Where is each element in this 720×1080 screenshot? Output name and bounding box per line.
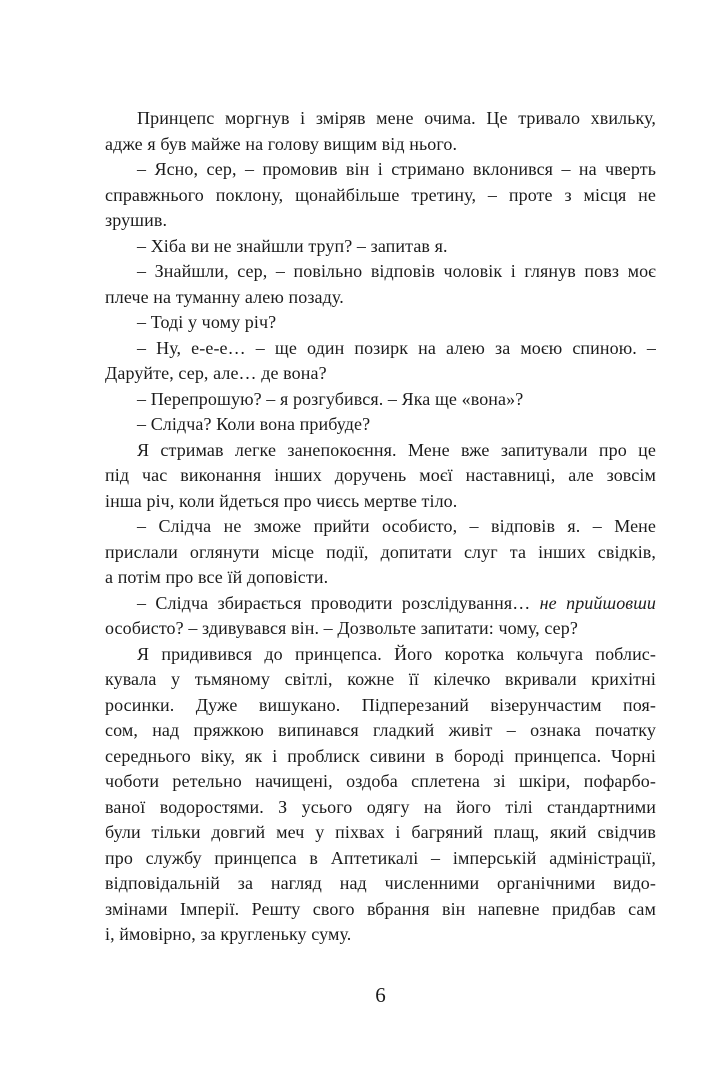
text-segment: Даруйте, сер, але… де вона? — [105, 363, 327, 383]
text-segment: про службу принцепса в Аптетикалі – імперській адміністрації, — [105, 847, 656, 868]
text-segment: кувала у тьмяному світлі, кожне її кілечко вкривали крихітні — [105, 669, 656, 689]
text-line — [105, 922, 656, 948]
text-line — [105, 285, 656, 311]
text-segment: під час виконання інших доручень моєї наставниці, але зовсім — [105, 465, 656, 485]
text-line — [105, 412, 656, 438]
text-segment: були тільки довгий меч у піхвах і багряний плащ, який свідчив — [105, 822, 656, 842]
text-segment: особисто? – здивувався він. – Дозвольте запитати: чому, сер? — [105, 618, 578, 638]
text-line — [105, 438, 656, 464]
text-line — [105, 106, 656, 132]
text-segment: – Слідча не зможе прийти особисто, – відповів я. – Мене — [137, 516, 656, 536]
text-line — [105, 591, 656, 617]
text-segment: справжнього поклону, щонайбільше третину, – проте з місця не — [105, 184, 656, 205]
text-line — [105, 795, 656, 821]
text-line — [105, 667, 656, 693]
text-segment: ваної водоростями. З усього одягу на його тілі стандартними — [105, 796, 656, 817]
text-segment: і, ймовірно, за кругленьку суму. — [105, 924, 352, 944]
text-line — [105, 259, 656, 285]
text-segment: – Слідча? Коли вона прибуде? — [137, 414, 371, 434]
text-line — [105, 208, 656, 234]
text-line — [105, 157, 656, 183]
text-line — [105, 132, 656, 158]
text-line — [105, 361, 656, 387]
text-segment: – Перепрошую? – я розгубився. – Яка ще «вона»? — [137, 388, 524, 409]
text-segment: – Тоді у чому річ? — [137, 312, 277, 332]
text-line — [105, 387, 656, 413]
text-segment: чоботи ретельно начищені, оздоба сплетена зі шкіри, пофарбо- — [105, 771, 656, 791]
text-segment: адже я був майже на голову вищим від нього. — [105, 133, 458, 154]
text-line — [105, 463, 656, 489]
text-line — [105, 565, 656, 591]
text-line — [105, 540, 656, 566]
text-segment: – Хіба ви не знайшли труп? – запитав я. — [137, 235, 448, 256]
text-segment: Принцепс моргнув і зміряв мене очима. Це тривало хвильку, — [137, 108, 656, 128]
text-line — [105, 871, 656, 897]
text-line — [105, 234, 656, 260]
text-line — [105, 744, 656, 770]
text-segment: – Знайшли, сер, – повільно відповів чоловік і глянув повз моє — [137, 261, 656, 281]
text-line — [105, 897, 656, 923]
text-segment: Я стримав легке занепокоєння. Мене вже запитували про це — [137, 439, 656, 460]
text-segment: сом, над пряжкою випинався гладкий живіт – ознака початку — [105, 720, 656, 740]
text-segment: інша річ, коли йдеться про чиєсь мертве тіло. — [105, 490, 458, 511]
text-segment: плече на туманну алею позаду. — [105, 286, 344, 307]
text-line — [105, 769, 656, 795]
text-segment: – Ясно, сер, – промовив він і стримано вклонився – на чверть — [137, 159, 656, 179]
text-line — [105, 514, 656, 540]
text-segment: Я придивився до принцепса. Його коротка кольчуга поблис- — [137, 643, 656, 664]
page-text — [105, 106, 656, 948]
text-segment: змінами Імперії. Решту свого вбрання він напевне придбав сам — [105, 898, 656, 919]
text-segment: середнього віку, як і проблиск сивини в бороді принцепса. Чорні — [105, 745, 656, 766]
text-line — [105, 616, 656, 642]
page-number: 6 — [375, 983, 386, 1007]
text-segment: зрушив. — [105, 210, 168, 230]
text-line — [105, 336, 656, 362]
text-line — [105, 310, 656, 336]
text-line — [105, 718, 656, 744]
text-segment: а потім про все їй доповісти. — [105, 567, 329, 587]
text-segment: – Ну, е-е-е… – ще один позирк на алею за моєю спиною. – — [137, 337, 656, 358]
text-line — [105, 693, 656, 719]
text-segment: росинки. Дуже вишукано. Підперезаний візерунчастим поя- — [105, 694, 656, 715]
text-segment: прислали оглянути місце події, допитати слуг та інших свідків, — [105, 541, 656, 562]
text-line — [105, 846, 656, 872]
text-segment: – Слідча збирається проводити розслідування… — [137, 592, 540, 613]
text-line — [105, 820, 656, 846]
text-line — [105, 489, 656, 515]
emphasized-text: не прийшовши — [539, 592, 656, 613]
text-line — [105, 642, 656, 668]
text-line — [105, 183, 656, 209]
text-segment: відповідальній за нагляд над численними органічними видо- — [105, 873, 656, 893]
